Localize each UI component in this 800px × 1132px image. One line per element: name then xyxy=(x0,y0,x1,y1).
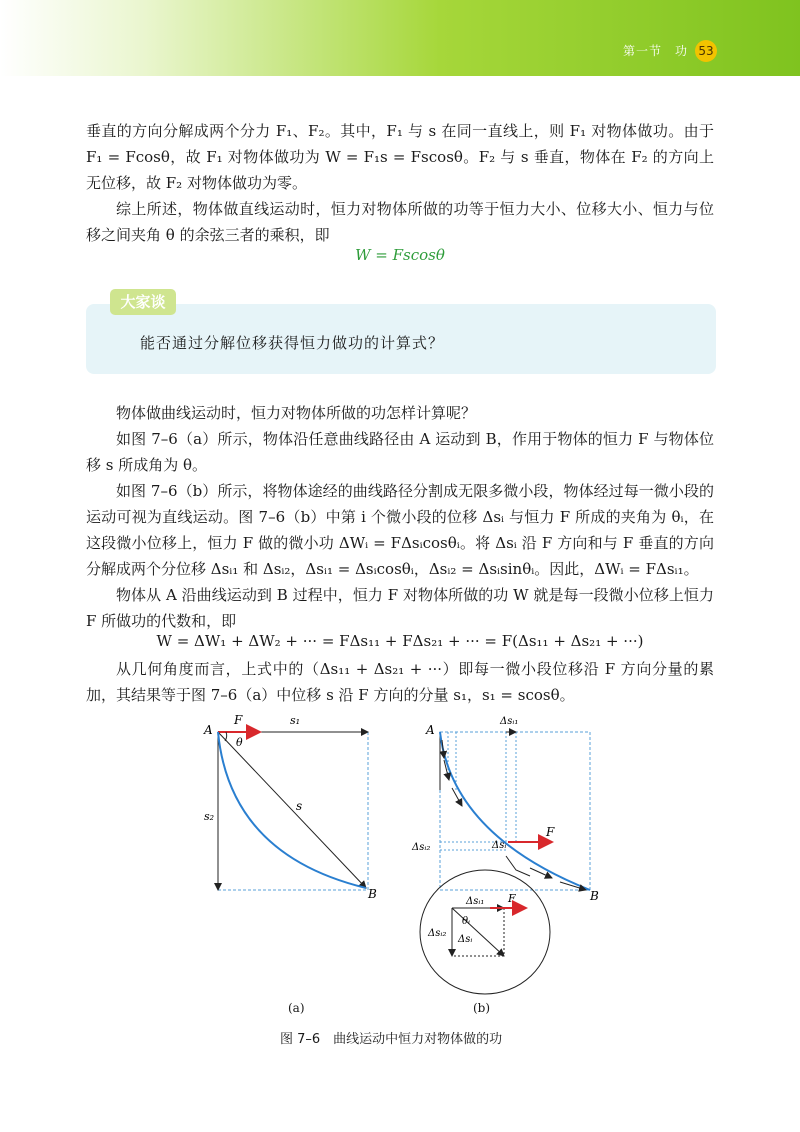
paragraph-1: 垂直的方向分解成两个分力 F₁、F₂。其中，F₁ 与 s 在同一直线上，则 F₁ 对物体做功。由于 F₁ = Fcosθ，故 F₁ 对物体做功为 W = F₁s = Fscosθ。F₂ 与 s 垂直，物体在 F₂ 的方向上无位移，故 F₂ 对物体做功为零。 xyxy=(86,122,714,192)
fig-b-mag-label-dsi: Δsᵢ xyxy=(458,934,473,945)
fig-a-label-A: A xyxy=(204,723,213,737)
fig-a-label-F: F xyxy=(234,713,243,727)
formula-main: W = Fscosθ xyxy=(355,246,445,264)
section-title: 第一节 功 xyxy=(622,44,688,58)
fig-a-label-s: s xyxy=(296,799,303,813)
paragraph-4: 如图 7–6（a）所示，物体沿任意曲线路径由 A 运动到 B，作用于物体的恒力 F 与物体位移 s 所成角为 θ。 xyxy=(86,430,714,474)
fig-b-magnifier-dsi xyxy=(452,908,504,956)
paragraph-5: 如图 7–6（b）所示，将物体途经的曲线路径分割成无限多微小段，物体经过每一微小段的运动可视为直线运动。图 7–6（b）中第 i 个微小段的位移 Δsᵢ 与恒力 F 所成的夹角为 θᵢ，在这段微小位移上，恒力 F 做的微小功 ΔWᵢ = FΔsᵢcosθᵢ。将 Δsᵢ 沿 F 方向和与 F 垂直的方向分解成两个分位移 Δsᵢ₁ 和 Δsᵢ₂，Δsᵢ₁ = Δsᵢcosθᵢ，Δsᵢ₂ = Δsᵢsinθᵢ。因此，ΔWᵢ = FΔsᵢ₁。 xyxy=(86,482,714,578)
figure-7-6 xyxy=(190,710,610,1020)
fig-b-label-F: F xyxy=(546,825,555,839)
fig-b-curve xyxy=(440,732,590,890)
fig-a-label-s2: s₂ xyxy=(204,810,215,823)
fig-b-label-dsi: Δsᵢ xyxy=(492,840,507,851)
fig-b-mag-label-F: F xyxy=(508,892,516,905)
figure-a xyxy=(203,713,377,901)
fig-a-label-theta: θ xyxy=(236,736,243,749)
fig-b-segment-arrow xyxy=(530,868,552,878)
figure-b-label: (b) xyxy=(473,1001,491,1015)
figure-a-label: (a) xyxy=(288,1001,305,1015)
fig-b-label-dsi2: Δsᵢ₂ xyxy=(412,842,431,853)
fig-a-s-arrow xyxy=(218,732,366,888)
paragraph-3: 物体做曲线运动时，恒力对物体所做的功怎样计算呢？ xyxy=(116,404,477,422)
fig-b-segment-arrow xyxy=(452,788,462,806)
header-band xyxy=(0,0,800,76)
fig-b-label-B: B xyxy=(590,889,599,903)
fig-b-mag-label-thetai: θᵢ xyxy=(462,916,471,927)
fig-a-label-s1: s₁ xyxy=(290,714,301,727)
fig-b-mag-label-dsi2: Δsᵢ₂ xyxy=(428,928,447,939)
fig-b-label-dsi1: Δsᵢ₁ xyxy=(500,716,519,727)
figure-caption: 图 7–6 曲线运动中恒力对物体做的功 xyxy=(280,1032,503,1047)
discussion-question: 能否通过分解位移获得恒力做功的计算式？ xyxy=(140,334,445,352)
fig-b-mag-label-dsi1: Δsᵢ₁ xyxy=(466,896,485,907)
fig-b-label-A: A xyxy=(426,723,435,737)
formula-sum: W = ΔW₁ + ΔW₂ + ··· = FΔs₁₁ + FΔs₂₁ + ··· = F(Δs₁₁ + Δs₂₁ + ···) xyxy=(156,632,644,650)
discussion-tag: 大家谈 xyxy=(110,289,176,315)
fig-a-label-B: B xyxy=(368,887,377,901)
fig-a-angle-arc xyxy=(225,732,227,741)
fig-b-box xyxy=(440,732,590,890)
paragraph-2: 综上所述，物体做直线运动时，恒力对物体所做的功等于恒力大小、位移大小、恒力与位移之间夹角 θ 的余弦三者的乘积，即 xyxy=(86,200,714,244)
paragraph-6: 物体从 A 沿曲线运动到 B 过程中，恒力 F 对物体所做的功 W 就是每一段微小位移上恒力 F 所做功的代数和，即 xyxy=(86,586,714,630)
figure-b xyxy=(411,716,599,994)
paragraph-7: 从几何角度而言，上式中的（Δs₁₁ + Δs₂₁ + ···）即每一微小段位移沿 F 方向分量的累加，其结果等于图 7–6（a）中位移 s 沿 F 方向的分量 s₁，s₁ = scosθ。 xyxy=(86,660,714,704)
page-number: 53 xyxy=(695,40,717,62)
